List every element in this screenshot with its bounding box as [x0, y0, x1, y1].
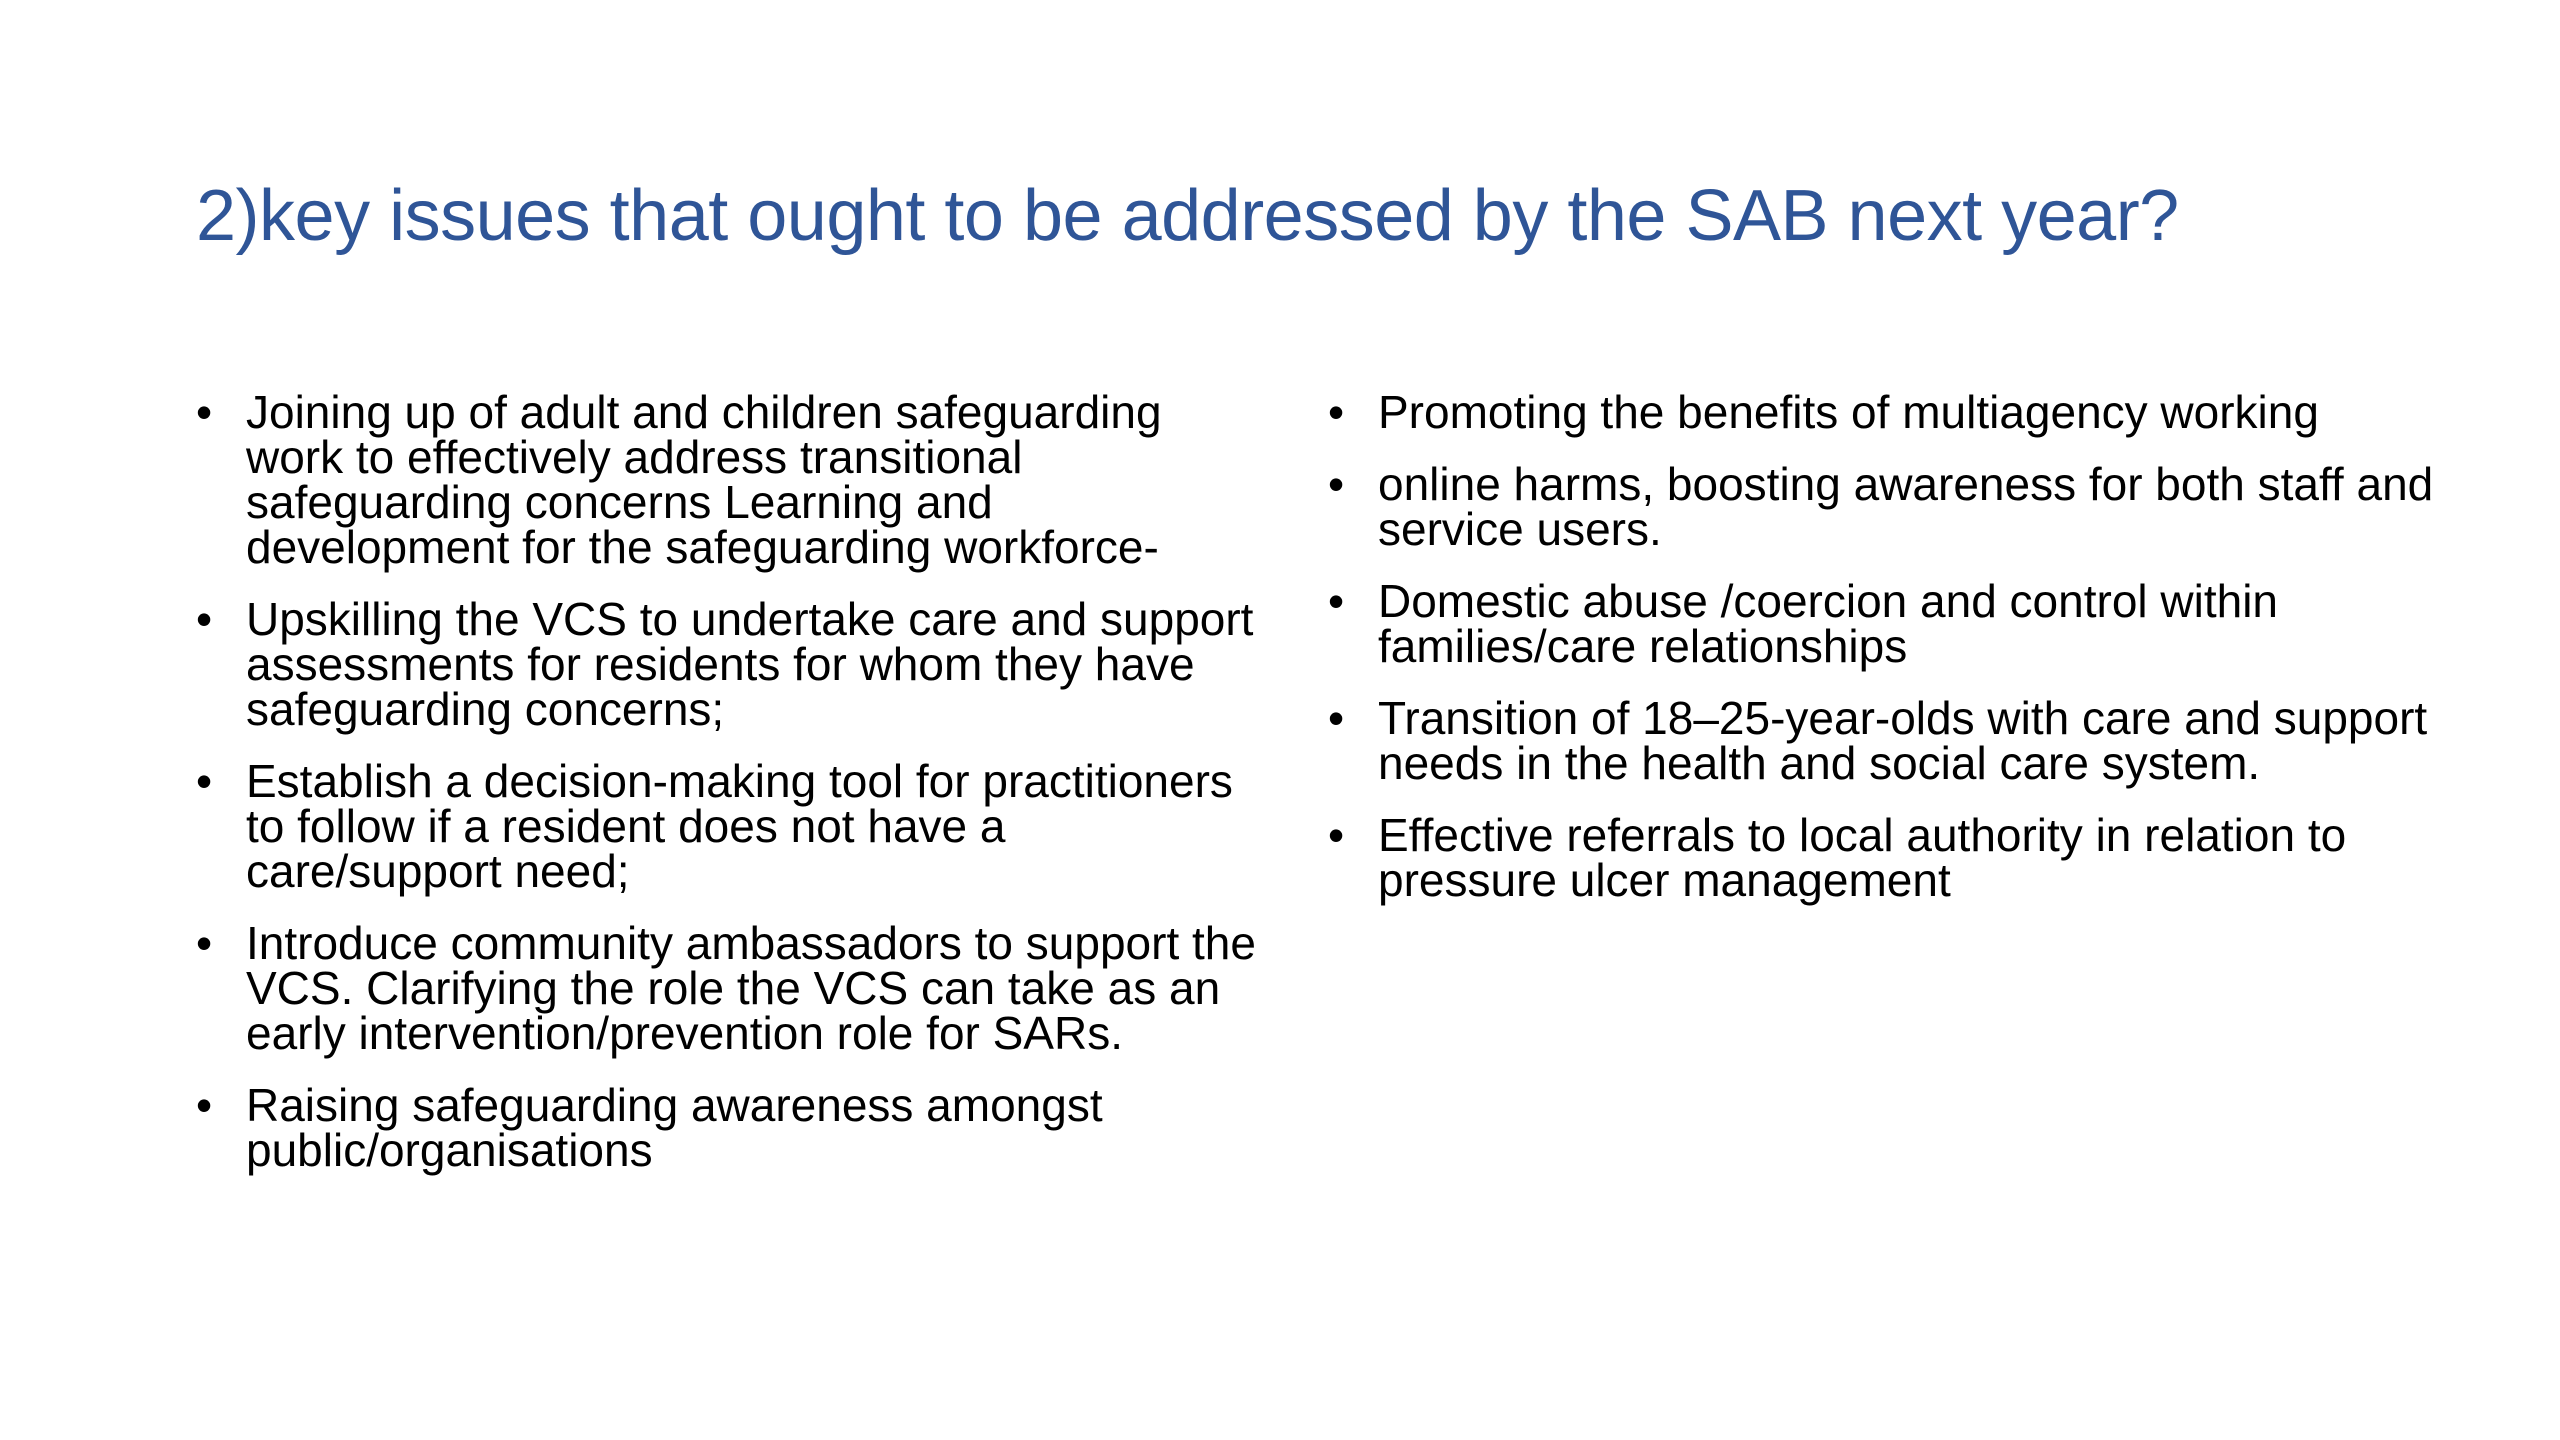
bullet-item: [196, 755, 1256, 897]
bullet-icon: •: [1328, 458, 1345, 510]
bullet-icon: •: [196, 386, 213, 438]
bullet-item: [1328, 809, 2448, 906]
bullet-item: [1328, 575, 2448, 672]
bullet-icon: •: [196, 593, 213, 645]
bullet-icon: •: [1328, 575, 1345, 627]
bullet-text: Promoting the benefits of multiagency working: [1378, 386, 2319, 438]
bullet-icon: •: [1328, 692, 1345, 744]
bullet-icon: •: [1328, 386, 1345, 438]
bullet-text: Transition of 18–25-year-olds with care and support needs in the health and social care system.: [1378, 692, 2428, 789]
bullet-item: [196, 593, 1256, 735]
left-bullet-list: [196, 386, 1256, 1200]
bullet-text: Domestic abuse /coercion and control within families/care relationships: [1378, 575, 2279, 672]
bullet-item: [196, 917, 1256, 1059]
slide-title: 2)key issues that ought to be addressed by the SAB next year?: [196, 176, 2179, 256]
bullet-icon: •: [196, 1079, 213, 1131]
bullet-icon: •: [1328, 809, 1345, 861]
bullet-text: Effective referrals to local authority in relation to pressure ulcer management: [1378, 809, 2347, 906]
bullet-text: Upskilling the VCS to undertake care and support assessments for residents for whom they have safeguarding concerns;: [246, 593, 1254, 735]
right-bullet-list: [1328, 386, 2448, 930]
bullet-item: [1328, 692, 2448, 789]
bullet-text: Establish a decision-making tool for practitioners to follow if a resident does not have a care/support need;: [246, 755, 1233, 897]
bullet-text: online harms, boosting awareness for both staff and service users.: [1378, 458, 2434, 555]
bullet-icon: •: [196, 755, 213, 807]
bullet-text: Introduce community ambassadors to support the VCS. Clarifying the role the VCS can take as an early intervention/prevention role for SARs.: [246, 917, 1256, 1059]
bullet-item: [1328, 386, 2448, 438]
bullet-item: [196, 1079, 1256, 1176]
bullet-icon: •: [196, 917, 213, 969]
bullet-text: Raising safeguarding awareness amongst public/organisations: [246, 1079, 1103, 1176]
bullet-item: [1328, 458, 2448, 555]
bullet-text: Joining up of adult and children safeguarding work to effectively address transitional safeguarding concerns Learning and development for the safeguarding workforce-: [246, 386, 1162, 573]
bullet-item: [196, 386, 1256, 573]
